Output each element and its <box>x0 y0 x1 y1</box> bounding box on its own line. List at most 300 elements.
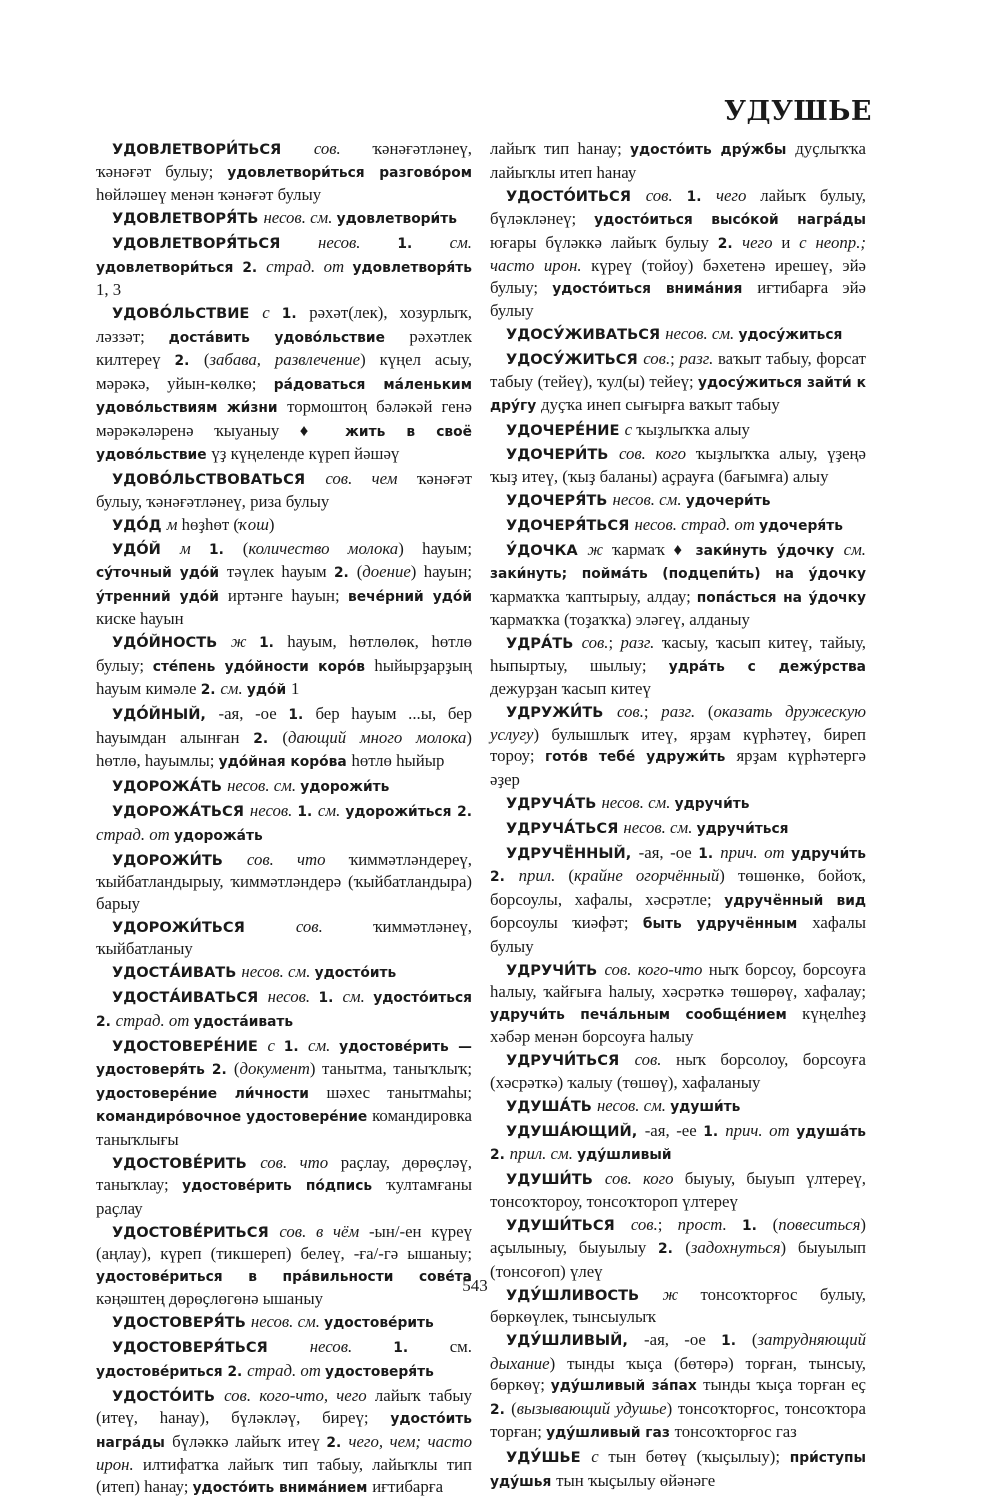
example-phrase: 2. <box>200 682 221 698</box>
entry-headword: УДОСТОВЕРЯ́ТЬСЯ <box>112 1339 310 1356</box>
translation-text: 1 <box>291 679 300 698</box>
grammar-label: затрудняющий дыхание <box>490 1330 866 1373</box>
translation-text: ярҙам күрһәтергә әҙер <box>490 746 867 789</box>
translation-text: дуҫҡа инеп сығырға ваҡыт табыу <box>541 395 780 414</box>
translation-text: ( <box>233 1059 240 1078</box>
translation-text: кәңәштең дөрөҫлөгөнә ышаныу <box>96 1289 324 1308</box>
translation-text: дуҫлыҡҡа лайыҡлы итеп һанау <box>490 139 866 182</box>
entry-headword: УДО́ЙНОСТЬ <box>112 634 231 651</box>
dictionary-entry <box>96 631 472 702</box>
example-phrase: командиро́вочное удостовере́ние <box>96 1109 373 1125</box>
example-phrase: удосу́житься <box>738 327 843 343</box>
translation-text: ) танытма, таныҡлыҡ; <box>309 1059 473 1078</box>
dictionary-entry <box>96 703 472 774</box>
translation-text: -ын/-ен күреү (аңлау), күреп (тикшереп) белеү, -ға/-гә ышаныу; <box>96 1221 473 1263</box>
example-phrase: 2. <box>490 1401 512 1418</box>
grammar-label: разг. <box>620 633 662 652</box>
grammar-label: с неопр.; часто ирон. <box>490 232 866 275</box>
example-phrase: удручи́ться <box>696 820 789 837</box>
translation-text: ҡиммәтләнеү, ҡыйбатланыу <box>96 916 472 958</box>
grammar-label: чего, чем; часто ирон. <box>96 1431 472 1474</box>
entry-headword: УДО́Д <box>112 516 167 534</box>
grammar-label: страд. от <box>247 1360 326 1380</box>
example-phrase: удостове́риться в пра́вильности сове́та <box>96 1268 472 1285</box>
dictionary-entry <box>96 1035 472 1151</box>
translation-text: ҡармаҡ ♦ <box>611 539 696 559</box>
translation-text: ҡултамғаны раҫлау <box>96 1175 473 1218</box>
translation-text: ; <box>657 1214 678 1234</box>
grammar-label: несов. см. <box>665 324 739 343</box>
translation-text: ныҡ борсолоу, борсоуға (хәсрәткә) ҡалыу (төшөү), хафаланыу <box>490 1050 866 1092</box>
translation-text: ) <box>268 514 275 534</box>
grammar-label: см. <box>220 679 247 698</box>
entry-headword: УДУШИ́ТЬ <box>506 1171 605 1188</box>
example-phrase: 2. <box>658 1241 686 1257</box>
translation-text: киске һауын <box>96 609 184 628</box>
entry-headword: УДУШИ́ТЬСЯ <box>506 1216 631 1234</box>
example-phrase: удостове́рить <box>324 1315 434 1331</box>
translation-text: ҡыҙлыҡҡа алыу, үҙеңә ҡыҙ итеү, (ҡыҙ баланы) аҫрауға (бағымға) алыу <box>490 444 866 486</box>
dictionary-entry <box>96 1311 472 1335</box>
example-phrase: 2. <box>253 730 283 747</box>
example-phrase: сте́пень удо́йности коро́в <box>152 658 375 675</box>
example-phrase: удовлетвори́ть <box>336 211 457 227</box>
entry-headword: УДРУЖИ́ТЬ <box>506 704 617 721</box>
example-phrase: удручи́ть печа́льным сообще́нием <box>490 1006 803 1023</box>
translation-text: ҡәнәғәтләнеү, ҡәнәғәт булыу; <box>96 139 472 181</box>
dictionary-entry <box>96 468 472 512</box>
dictionary-entry <box>96 138 472 206</box>
translation-text: тын бөтөү (ҡыҫылыу); <box>608 1447 790 1466</box>
grammar-label: сов. кого <box>604 1169 685 1188</box>
grammar-label: несов. см. <box>596 1095 671 1115</box>
grammar-label: несов. <box>318 233 398 252</box>
translation-text: ныҡ борсоу, борсоуға һалыу, ҡайғыға һалыу, хәсрәткә төшөрөү, хафалау; <box>490 959 866 1001</box>
grammar-label: несов. см. <box>227 776 301 795</box>
translation-text: тормоштоң бәләкәй генә мәрәкәләренә ҡыуаныу ♦ <box>96 397 472 440</box>
entry-headword: УДРУЧА́ТЬ <box>506 794 602 812</box>
grammar-label: с <box>624 420 637 439</box>
translation-text: ( <box>568 866 574 885</box>
example-phrase: удосто́иться 2. <box>96 990 472 1030</box>
grammar-label: см. <box>317 801 346 820</box>
entry-headword: УДРУЧИ́ТЬСЯ <box>506 1052 635 1069</box>
translation-text: тонсоҡторғос газ <box>674 1422 797 1441</box>
translation-text: -ая, -ее <box>644 1120 704 1140</box>
example-phrase: у́тренний удо́й <box>96 588 228 605</box>
example-phrase: 1. <box>288 707 316 723</box>
grammar-label: с <box>262 303 282 322</box>
dictionary-entry <box>96 207 472 231</box>
example-phrase: 2. <box>326 1434 349 1451</box>
example-phrase: 1. <box>742 1217 773 1234</box>
translation-text: ( <box>203 350 210 369</box>
dictionary-entry <box>490 1049 866 1093</box>
translation-text: 1, 3 <box>96 280 122 299</box>
grammar-label: оказать дружескую услугу <box>490 702 867 744</box>
example-phrase: 1. <box>393 1340 450 1356</box>
entry-headword: УДОРОЖА́ТЬ <box>112 778 228 795</box>
grammar-label: количество молока <box>248 538 399 558</box>
grammar-label: прич. от <box>720 842 792 862</box>
dictionary-entry <box>96 961 472 985</box>
example-phrase: удовлетвори́ться разгово́ром <box>227 164 472 181</box>
dictionary-entry <box>96 538 472 630</box>
example-phrase: 1. <box>686 188 716 205</box>
example-phrase: 2. <box>717 235 743 252</box>
translation-text: ваҡыт табыу, форсат табыу (тейеү), ҡул(ы) тейеү; <box>490 349 866 391</box>
grammar-label: сов. <box>634 1050 676 1069</box>
dictionary-entry <box>96 986 472 1033</box>
dictionary-entry <box>490 1446 866 1493</box>
grammar-label: задохнуться <box>690 1238 781 1257</box>
entry-headword: УДОСТОВЕРЕ́НИЕ <box>112 1037 268 1055</box>
translation-text: лайыҡ булыу, бүләкләнеү; <box>490 185 866 228</box>
example-phrase: уду́шливый газ <box>546 1425 675 1441</box>
entry-headword: УДОСТОВЕ́РИТЬСЯ <box>112 1223 280 1241</box>
grammar-label: несов. см. <box>250 1312 325 1331</box>
example-phrase: 1. <box>703 1123 726 1140</box>
translation-text: ) тынды ҡыҫа (бөтөрә) торған, тынсыу, бөркөү; <box>490 1353 866 1394</box>
example-phrase: удосто́ить внима́нием <box>192 1479 373 1496</box>
dictionary-entry <box>96 302 472 467</box>
translation-text: -ая, -ое <box>218 704 289 723</box>
example-phrase: удручи́ть 2. <box>490 845 866 885</box>
example-phrase: удостове́риться 2. <box>96 1363 248 1380</box>
example-phrase: удра́ть с дежу́рства <box>668 658 866 675</box>
grammar-label: прил. см. <box>509 1144 578 1163</box>
entry-headword: УДОСУ́ЖИВАТЬСЯ <box>506 326 666 343</box>
grammar-label: прил. <box>518 866 569 885</box>
dictionary-entry <box>490 842 866 958</box>
grammar-label: прич. от <box>725 1120 797 1140</box>
dictionary-entry <box>96 1152 472 1220</box>
dictionary-entry <box>96 800 472 847</box>
translation-text: ) һөтлө, һауымлы; <box>96 727 472 770</box>
translation-text: ҡармаҡҡа ҡаптырыу, алдау; <box>490 586 697 606</box>
example-phrase: 2. <box>174 353 204 369</box>
dictionary-entry <box>490 489 866 513</box>
translation-text: ҡәнәғәт булыу, ҡәнәғәтләнеү, риза булыу <box>96 469 472 511</box>
translation-text: һөтлө һыйыр <box>351 751 445 770</box>
translation-text: борсоулы ҡиәфәт; <box>490 913 643 932</box>
entry-headword: УДОЧЕРЯ́ТЬ <box>506 491 613 509</box>
translation-text: лайыҡ табыу (итеү, һанау), бүләкләү, биреү; <box>96 1385 472 1427</box>
dictionary-entry <box>96 916 472 960</box>
running-head: УДУШЬЕ <box>724 96 872 127</box>
grammar-label: сов. <box>581 633 609 652</box>
entry-headword: УДО́ЙНЫЙ, <box>112 706 219 723</box>
translation-text: ) быуылып (тонсоғоп) үлеү <box>490 1238 866 1281</box>
translation-text: ( <box>751 1330 758 1349</box>
dictionary-entry <box>490 792 866 816</box>
example-phrase: жить в своё удово́льствие <box>96 423 473 463</box>
translation-text: һөҙһөт ( <box>181 514 239 534</box>
entry-headword: УДРА́ТЬ <box>506 635 582 652</box>
left-column <box>96 138 472 1501</box>
dictionary-entry <box>490 1329 866 1445</box>
dictionary-entry <box>490 323 866 347</box>
example-phrase: удосто́ить <box>314 965 397 981</box>
grammar-label: сов. <box>295 916 373 936</box>
dictionary-entry <box>490 138 866 183</box>
entry-headword: УДОВЛЕТВОРИ́ТЬСЯ <box>112 141 314 158</box>
grammar-label: несов. см. <box>601 792 675 812</box>
entry-headword: УДОСУ́ЖИТЬСЯ <box>506 351 644 368</box>
example-phrase: уду́шливый <box>577 1147 672 1163</box>
translation-text: ( <box>282 727 289 747</box>
grammar-label: ж <box>230 632 260 651</box>
example-phrase: удосто́ить награ́ды <box>96 1411 472 1451</box>
example-phrase: су́точный удо́й <box>96 565 227 581</box>
example-phrase: удоста́ивать <box>193 1013 294 1030</box>
grammar-label: сов. <box>616 702 644 721</box>
example-phrase: удуши́ть <box>670 1098 741 1115</box>
translation-text: ( <box>356 562 363 581</box>
translation-text: дежурҙан ҡасып китеү <box>490 679 651 698</box>
entry-headword: УДУША́ТЬ <box>506 1097 597 1115</box>
grammar-label: см. <box>449 233 472 252</box>
example-phrase: удручи́ть <box>674 795 750 812</box>
page-footer <box>0 1276 1000 1296</box>
translation-text: иғтибарға эйә булыу <box>490 277 867 320</box>
example-phrase: 1. <box>698 845 721 862</box>
example-phrase: удосто́иться высо́кой награ́ды <box>594 212 866 228</box>
example-phrase: удовлетворя́ть <box>352 259 472 276</box>
grammar-label: ж <box>662 1284 701 1304</box>
example-phrase: удуша́ть 2. <box>490 1123 867 1163</box>
translation-text: күңелһеҙ хәбәр менән борсоуға һалыу <box>490 1003 866 1046</box>
grammar-label: сов. в чём <box>279 1221 369 1241</box>
grammar-label: ҡош <box>238 514 269 534</box>
grammar-label: несов. <box>249 801 298 820</box>
dictionary-entry <box>490 348 866 418</box>
dictionary-entry <box>96 775 472 799</box>
grammar-label: разг. <box>661 702 708 721</box>
translation-text: иртәнге һауын; <box>227 585 349 605</box>
example-phrase: 1. <box>297 804 318 820</box>
grammar-label: прост. <box>677 1214 743 1234</box>
grammar-label: разг. <box>679 349 718 368</box>
example-phrase: заки́нуть; пойма́ть (подцепи́ть) на у́дочку <box>490 566 866 582</box>
example-phrase: доста́вить удово́льствие <box>168 329 410 346</box>
example-phrase: удочери́ть <box>685 492 771 509</box>
grammar-label: дающий много молока <box>288 727 467 747</box>
grammar-label: страд. от <box>115 1010 194 1030</box>
entry-headword: УДРУЧИ́ТЬ <box>506 961 605 979</box>
dictionary-entry <box>490 1120 866 1167</box>
grammar-label: с <box>267 1035 284 1055</box>
example-phrase: 1. <box>721 1333 752 1349</box>
translation-text: ) төшөнкө, бойоҡ, борсоулы, хафалы, хәсрәтле; <box>490 866 866 909</box>
entry-headword: УДОРОЖА́ТЬСЯ <box>112 803 250 820</box>
grammar-label: сов. кого-что, чего <box>224 1385 375 1405</box>
translation-text: -ая, -ое <box>644 1330 722 1349</box>
example-phrase: удочеря́ть <box>759 517 843 534</box>
entry-headword: УДОЧЕРЯ́ТЬСЯ <box>506 516 635 534</box>
translation-text: рәхәтлек килтереү <box>96 326 472 369</box>
dictionary-entry <box>490 817 866 841</box>
entry-headword: УДОВО́ЛЬСТВОВАТЬСЯ <box>112 471 326 488</box>
translation-text: тонсоҡторғос булыу, бөркөүлек, тынсыулыҡ <box>490 1284 867 1326</box>
example-phrase: 1. <box>318 990 343 1006</box>
example-phrase: удо́й <box>246 682 291 698</box>
dictionary-entry <box>490 1168 866 1212</box>
dictionary-entry <box>490 443 866 487</box>
example-phrase: уду́шливый за́пах <box>550 1378 704 1394</box>
translation-text: ) һауым; <box>398 538 473 558</box>
translation-text: ҡыҙлыҡҡа алыу <box>636 420 750 439</box>
translation-text: һыйырҙарҙың һауым кимәле <box>96 655 472 698</box>
example-phrase: 1. <box>259 635 288 651</box>
translation-text: ) күңел асыу, мәрәкә, уйын-көлкө; <box>96 350 472 393</box>
grammar-label: крайне огорчённый <box>573 866 720 885</box>
grammar-label: см. <box>843 539 866 559</box>
grammar-label: несов. страд. от <box>634 514 760 534</box>
grammar-label: ж <box>587 539 612 559</box>
grammar-label: документ <box>239 1059 310 1078</box>
translation-text: лайыҡ тип һанау; <box>490 139 631 158</box>
example-phrase: удорожи́ться 2. <box>345 804 472 820</box>
entry-headword: УДУ́ШЛИВЫЙ, <box>506 1332 645 1349</box>
grammar-label: чего <box>715 185 761 205</box>
example-phrase: удостове́рить — удостоверя́ть 2. <box>96 1038 472 1078</box>
grammar-label: сов. <box>643 349 671 368</box>
translation-text: ; <box>670 349 680 368</box>
example-phrase: попа́сться на у́дочку <box>696 589 867 606</box>
example-phrase: удосу́житься зайти́ к дру́гу <box>490 374 866 414</box>
translation-text: и <box>781 232 800 252</box>
example-phrase: 2. <box>333 565 357 581</box>
dictionary-entry <box>490 1095 866 1119</box>
example-phrase: 1. <box>209 541 243 558</box>
dictionary-entry <box>96 1221 472 1310</box>
entry-headword: УДОЧЕРИ́ТЬ <box>506 446 619 463</box>
dictionary-entry <box>490 514 866 538</box>
translation-text: күреү (тойоу) бәхетенә ирешеү, эйә булыу; <box>490 256 867 297</box>
example-phrase: удо́йная коро́ва <box>218 754 352 770</box>
grammar-label: сов. кого-что <box>604 959 709 979</box>
entry-headword: УДОСТО́ИТЬСЯ <box>506 187 646 205</box>
grammar-label: м <box>180 538 210 558</box>
example-phrase: удосто́иться внима́ния <box>552 280 758 297</box>
translation-text: ( <box>685 1238 691 1257</box>
entry-headword: УДУ́ШЛИВОСТЬ <box>506 1286 663 1304</box>
dictionary-entry <box>96 232 472 301</box>
grammar-label: см. <box>308 1035 340 1055</box>
translation-text: ) һауын; <box>410 562 472 581</box>
translation-text: үҙ күңеленде күреп йәшәү <box>211 444 400 463</box>
grammar-label: несов. см. <box>241 962 315 981</box>
entry-headword: УДОСТОВЕРЯ́ТЬ <box>112 1314 251 1331</box>
entry-headword: УДОСТА́ИВАТЬ <box>112 964 242 981</box>
translation-text: иғтибарға <box>372 1476 444 1496</box>
grammar-label: несов. см. <box>612 489 686 509</box>
example-phrase: удовлетвори́ться 2. <box>96 259 267 276</box>
dictionary-entry <box>96 1336 472 1383</box>
grammar-label: сов. кого <box>618 444 696 463</box>
entry-headword: УДОВО́ЛЬСТВИЕ <box>112 305 263 322</box>
dictionary-entry <box>490 419 866 442</box>
translation-text: командировка таныҡлығы <box>96 1106 472 1149</box>
grammar-label: с <box>591 1447 609 1466</box>
grammar-label: сов. <box>645 185 687 205</box>
translation-text: һауым, һөтлөлөк, һөтлө булыу; <box>96 632 472 675</box>
translation-text: тын ҡыҫылыу өйәнәге <box>556 1470 716 1490</box>
grammar-label: сов. <box>630 1214 658 1234</box>
entry-headword: УДОРОЖИ́ТЬСЯ <box>112 918 296 936</box>
grammar-label: повеситься <box>778 1214 861 1234</box>
example-phrase: быть удручённым <box>642 916 813 932</box>
translation-text: тәүлек һауым <box>226 562 334 581</box>
grammar-label: вызывающий удушье <box>516 1398 667 1418</box>
example-phrase: при́ступы уду́шья <box>490 1450 866 1490</box>
entry-headword: УДОСТО́ИТЬ <box>112 1387 225 1405</box>
translation-text: -ая, -ое <box>638 842 699 862</box>
example-phrase: удостове́рить по́дпись <box>182 1178 387 1194</box>
entry-headword: УДРУЧА́ТЬСЯ <box>506 819 624 837</box>
dictionary-entry <box>490 539 866 631</box>
translation-text: ( <box>707 702 714 721</box>
grammar-label: страд. от <box>266 256 353 276</box>
grammar-label: сов. <box>313 139 373 158</box>
translation-text: һөйләшеү менән ҡәнәғәт булыу <box>96 185 322 204</box>
entry-headword: УДОЧЕРЕ́НИЕ <box>506 422 625 439</box>
example-phrase: удорожа́ть <box>173 827 263 844</box>
translation-text: ) тонсоҡторғос, тонсоҡтора торған; <box>490 1398 866 1441</box>
translation-text: ) аҫылыныу, быуылыу <box>490 1214 866 1257</box>
grammar-label: м <box>166 514 182 534</box>
example-phrase: вече́рний удо́й <box>348 588 472 605</box>
grammar-label: сов. что <box>246 849 349 869</box>
example-phrase: 1. <box>397 236 450 252</box>
entry-headword: У́ДОЧКА <box>506 541 588 559</box>
translation-text: ( <box>242 538 249 558</box>
grammar-label: см. <box>342 987 374 1006</box>
translation-text: ҡиммәтләндереү, ҡыйбатландырыу, ҡиммәтләндерә (ҡыйбатландыра) барыу <box>96 849 472 913</box>
dictionary-entry <box>490 701 866 790</box>
dictionary-entry <box>490 1214 866 1283</box>
example-phrase: удосто́ить дру́жбы <box>630 142 796 158</box>
translation-text: ; <box>643 702 662 721</box>
example-phrase: удорожи́ть <box>300 779 390 795</box>
grammar-label: доение <box>362 562 411 581</box>
example-phrase: 1. <box>281 306 310 322</box>
entry-headword: УДУША́ЮЩИЙ, <box>506 1122 645 1140</box>
example-phrase: удостовере́ние ли́чности <box>96 1085 327 1102</box>
grammar-label: сов. чем <box>325 469 417 488</box>
grammar-label: несов. <box>267 987 319 1006</box>
entry-headword: УДОВЛЕТВОРЯ́ТЬСЯ <box>112 235 319 252</box>
entry-headword: УДОСТОВЕ́РИТЬ <box>112 1154 261 1172</box>
example-phrase: ра́доваться ма́леньким удово́льствиям жи́зни <box>96 376 472 416</box>
translation-text: рәхәт(лек), хозурлыҡ, ләззәт; <box>96 303 473 346</box>
translation-text: ( <box>772 1214 779 1234</box>
grammar-label: несов. см. <box>263 208 337 227</box>
grammar-label: забава, развлечение <box>209 350 361 369</box>
translation-text: шәхес танытмаһы; <box>326 1082 472 1102</box>
translation-text: юғары бүләккә лайыҡ булыу <box>490 232 718 252</box>
dictionary-entry <box>490 959 866 1048</box>
translation-text: ҡармаҡҡа (тоҙаҡҡа) эләгеү, алданыу <box>490 610 750 629</box>
translation-text: ; <box>608 633 621 652</box>
entry-headword: УДОВЛЕТВОРЯ́ТЬ <box>112 210 264 227</box>
dictionary-entry <box>96 1385 472 1500</box>
translation-text: см. <box>449 1337 472 1356</box>
example-phrase: 1. <box>283 1038 309 1055</box>
entry-headword: УДО́Й <box>112 540 181 558</box>
translation-text: быуыу, быуып үлтереү, тонсоҡтороу, тонсоҡтороп үлтереү <box>490 1169 866 1211</box>
